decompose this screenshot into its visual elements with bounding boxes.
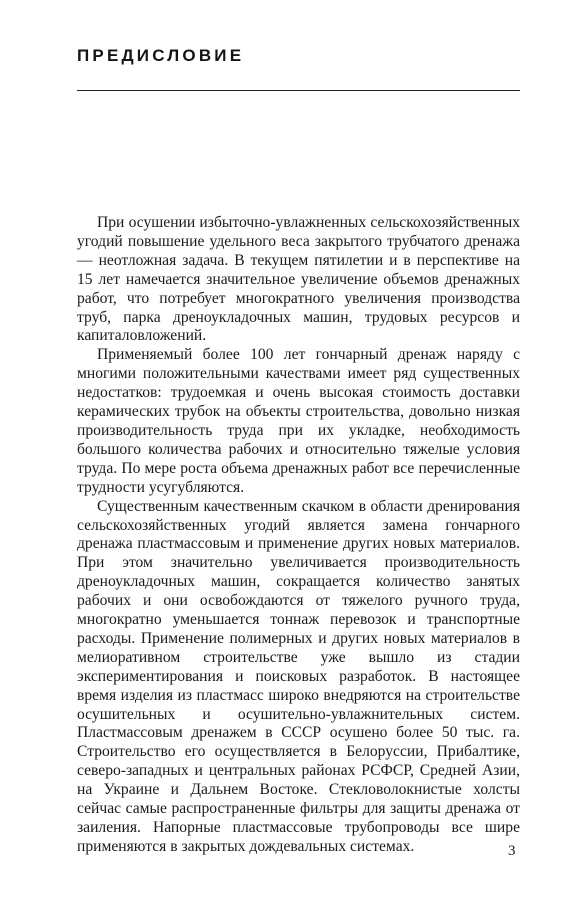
page-number: 3 [508,843,516,859]
paragraph-2: Применяемый более 100 лет гончарный дренаж наряду с многими положительными качествами имеет ряд существенных недостатков: трудоемкая и очень высокая стоимость доставки керамических трубок на объекты строительства, довольно низкая производительность труда при их укладке, необходимость большого количества рабочих и относительно тяжелые условия труда. По мере роста объема дренажных работ все перечисленные трудности усугубляются. [77,346,520,496]
chapter-heading: ПРЕДИСЛОВИЕ [77,46,245,65]
paragraph-3: Существенным качественным скачком в области дренирования сельскохозяйственных угодий является замена гончарного дренажа пластмассовым и применение других новых материалов. При этом значительно увеличивается производительность дреноукладочных машин, сокращается количество занятых рабочих и они освобождаются от тяжелого ручного труда, многократно уменьшается тоннаж перевозок и транспортные расходы. Применение полимерных и других новых материалов в мелиоративном строительстве уже вышло из стадии экспериментирования и поисковых разработок. В настоящее время изделия из пластмасс широко внедряются на строительстве осушительных и осушительно-увлажнительных систем. Пластмассовым дренажем в СССР осушено более 50 тыс. га. Строительство его осуществляется в Белоруссии, Прибалтике, северо-западных и центральных районах РСФСР, Средней Азии, на Украине и Дальнем Востоке. Стекловолокнистые холсты сейчас самые распространенные фильтры для защиты дренажа от заиления. Напорные пластмассовые трубопроводы все шире применяются в закрытых дождевальных системах. [77,497,520,855]
body-text [77,214,520,857]
paragraph-1: При осушении избыточно-увлажненных сельскохозяйственных угодий повышение удельного веса закрытого трубчатого дренажа — неотложная задача. В текущем пятилетии и в перспективе на 15 лет намечается значительное увеличение объемов дренажных работ, что потребует многократного увеличения производства труб, парка дреноукладочных машин, трудовых ресурсов и капиталовложений. [77,214,520,345]
heading-rule [77,90,520,91]
